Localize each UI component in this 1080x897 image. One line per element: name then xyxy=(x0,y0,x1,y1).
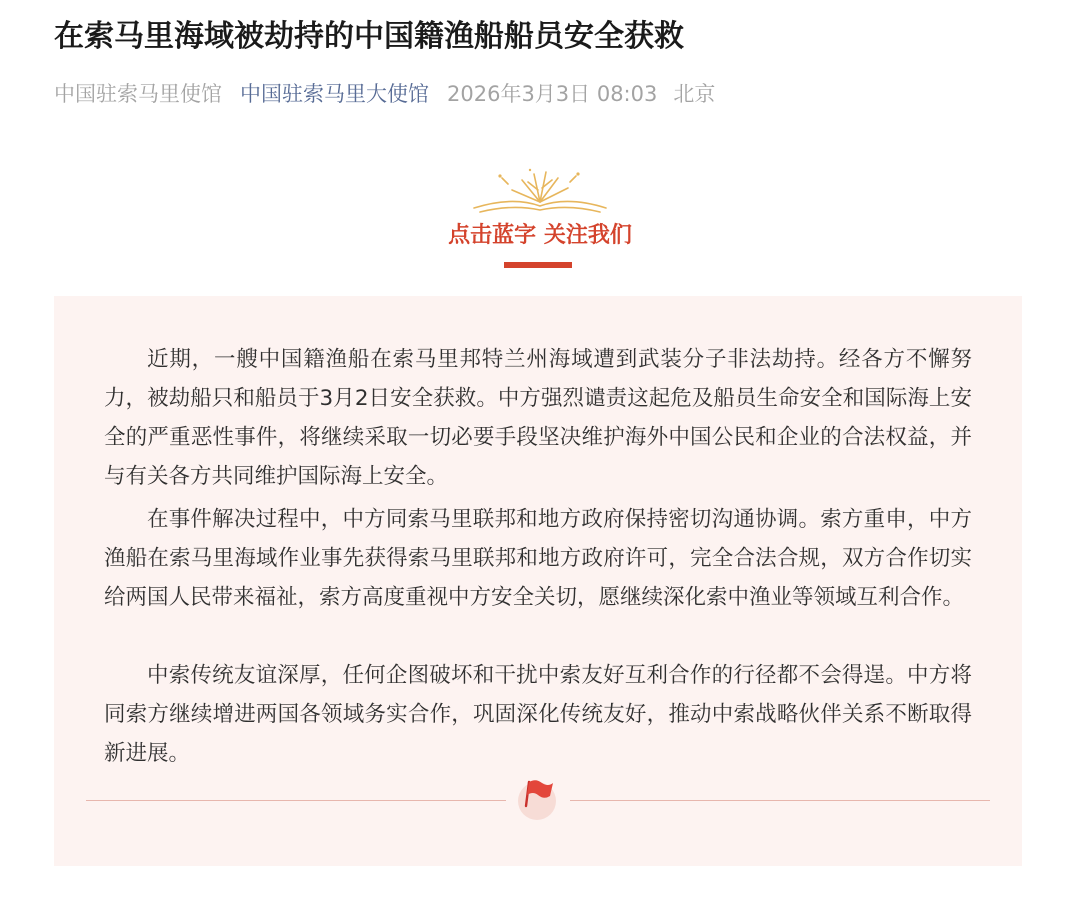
follow-underline xyxy=(504,262,572,268)
article-meta xyxy=(54,76,715,110)
author-name: 中国驻索马里使馆 xyxy=(54,82,222,106)
publish-location: 北京 xyxy=(673,82,716,106)
follow-prompt-text[interactable]: 点击蓝字 关注我们 xyxy=(448,223,632,248)
article-body-card xyxy=(54,296,1022,866)
body-paragraph-2: 在事件解决过程中，中方同索马里联邦和地方政府保持密切沟通协调。索方重申，中方渔船在索马里海域作业事先获得索马里联邦和地方政府许可，完全合法合规，双方合作切实给两国人民带来福祉，索方高度重视中方安全关切，愿继续深化索中渔业等领域互利合作。 xyxy=(104,507,972,610)
red-flag-icon xyxy=(522,776,556,810)
body-paragraph-1: 近期，一艘中国籍渔船在索马里邦特兰州海域遭到武装分子非法劫持。经各方不懈努力，被劫船只和船员于3月2日安全获救。中方强烈谴责这起危及船员生命安全和国际海上安全的严重恶性事件，将继续采取一切必要手段坚决维护海外中国公民和企业的合法权益，并与有关各方共同维护国际海上安全。 xyxy=(104,347,972,489)
publish-time: 2026年3月3日 08:03 xyxy=(447,82,658,106)
divider-line-left xyxy=(86,800,506,801)
follow-banner[interactable] xyxy=(340,160,740,275)
fireworks-icon xyxy=(472,166,608,214)
divider-line-right xyxy=(570,800,990,801)
account-name-link[interactable]: 中国驻索马里大使馆 xyxy=(240,82,429,106)
divider-badge xyxy=(518,776,558,820)
body-paragraph-3: 中索传统友谊深厚，任何企图破坏和干扰中索友好互利合作的行径都不会得逞。中方将同索方继续增进两国各领域务实合作，巩固深化传统友好，推动中索战略伙伴关系不断取得新进展。 xyxy=(104,663,972,766)
article-title: 在索马里海域被劫持的中国籍渔船船员安全获救 xyxy=(54,19,684,54)
